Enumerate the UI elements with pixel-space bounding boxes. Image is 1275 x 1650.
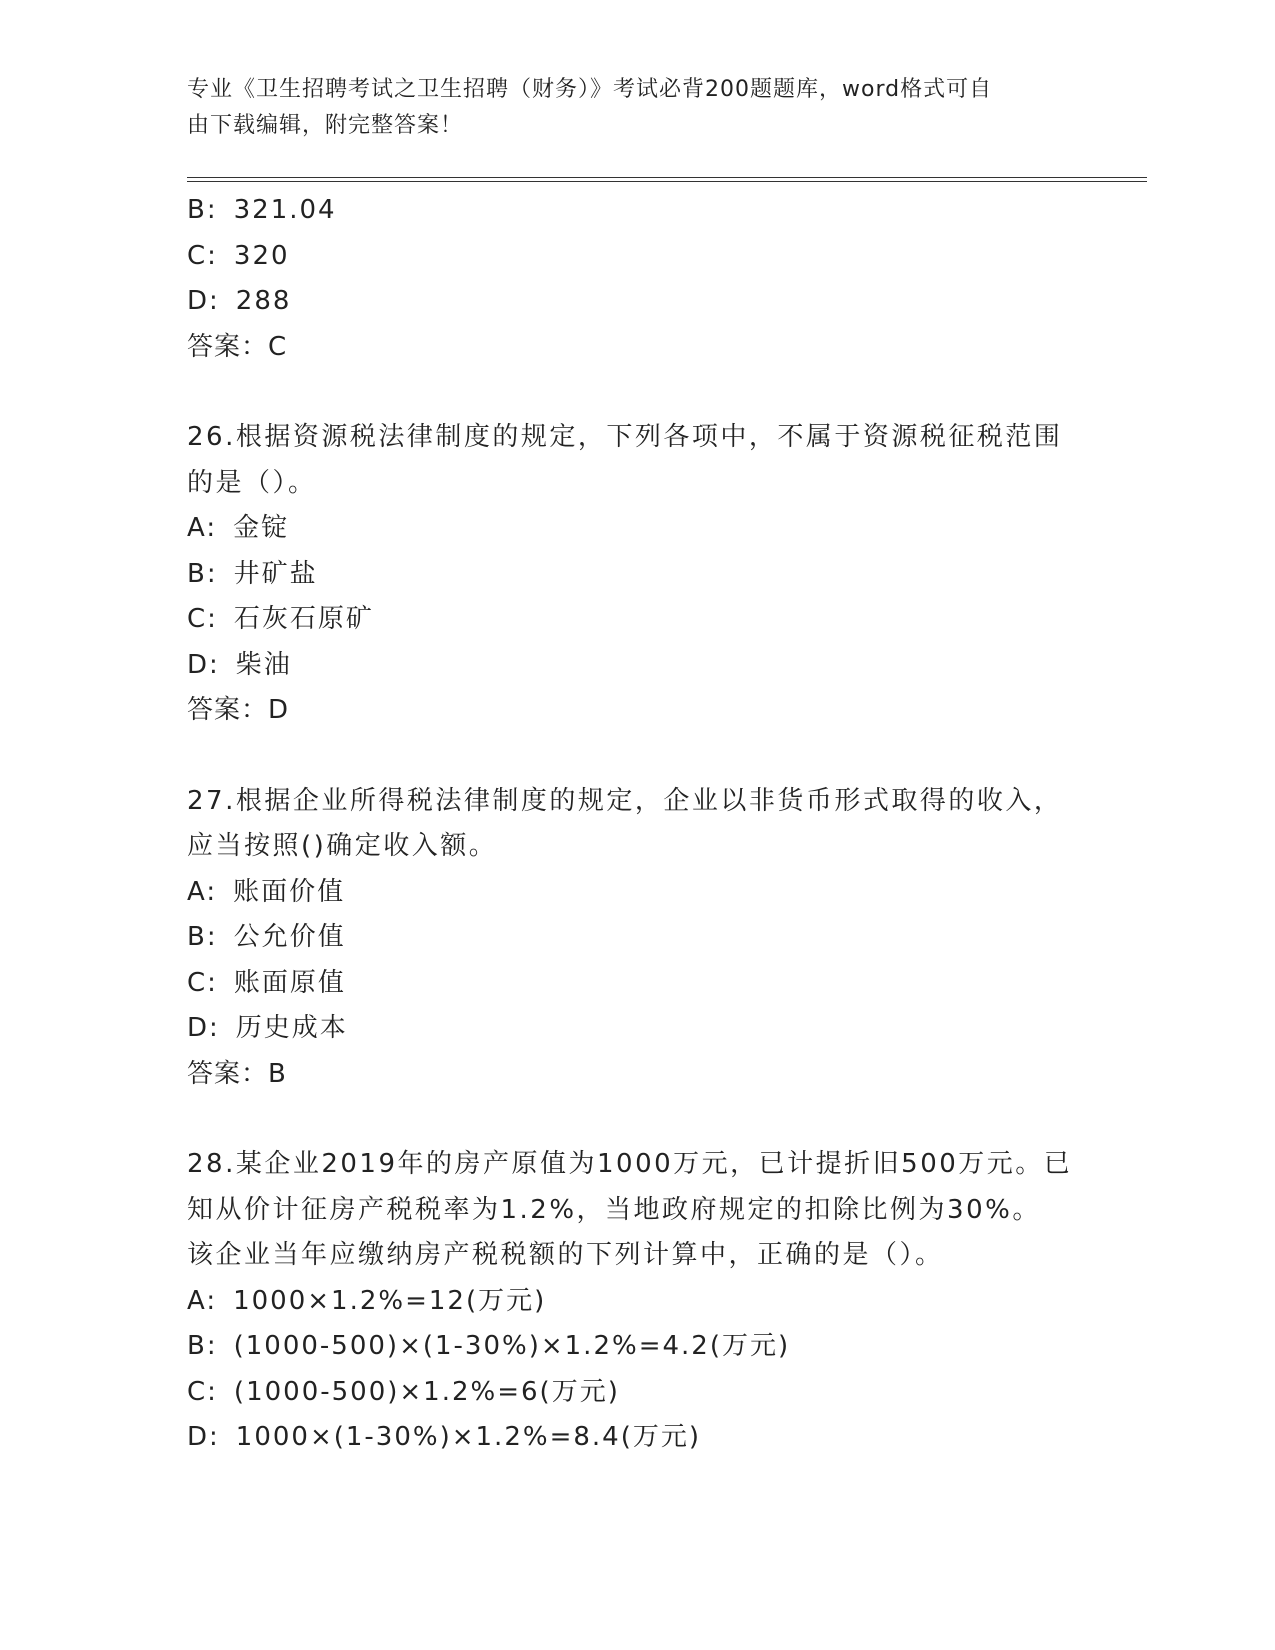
option-b: B: 公允价值 — [187, 922, 346, 952]
question-stem-line-1: 26.根据资源税法律制度的规定，下列各项中，不属于资源税征税范围 — [187, 422, 1063, 452]
question-stem-line-1: 27.根据企业所得税法律制度的规定，企业以非货币形式取得的收入， — [187, 785, 1063, 816]
question-26 — [187, 415, 1087, 734]
question-28 — [187, 1142, 1087, 1461]
document-header — [187, 72, 1067, 144]
header-line-2: 由下载编辑，附完整答案！ — [187, 113, 464, 138]
option-a: A: 账面价值 — [187, 876, 346, 907]
question-stem-line-2: 知从价计征房产税税率为1.2%，当地政府规定的扣除比例为30%。 — [187, 1194, 1041, 1225]
option-b: B: (1000-500)×(1-30%)×1.2%=4.2(万元) — [187, 1331, 791, 1361]
document-body — [187, 188, 1087, 1461]
question-27 — [187, 779, 1087, 1098]
option-a: A: 1000×1.2%=12(万元) — [187, 1285, 547, 1316]
option-c: C: (1000-500)×1.2%=6(万元) — [187, 1376, 620, 1407]
option-b: B: 321.04 — [187, 195, 337, 225]
question-stem-line-2: 应当按照()确定收入额。 — [187, 831, 498, 861]
option-c: C: 石灰石原矿 — [187, 604, 374, 634]
option-d: D: 288 — [187, 286, 292, 316]
option-a: A: 金锭 — [187, 513, 290, 543]
answer: 答案：B — [187, 1058, 287, 1089]
option-d: D: 历史成本 — [187, 1013, 348, 1043]
question-stem-line-1: 28.某企业2019年的房产原值为1000万元，已计提折旧500万元。已 — [187, 1149, 1073, 1179]
answer: 答案：C — [187, 331, 288, 362]
option-b: B: 井矿盐 — [187, 558, 318, 589]
header-divider-bottom — [187, 181, 1147, 182]
question-stem-line-2: 的是（）。 — [187, 467, 317, 498]
header-line-1: 专业《卫生招聘考试之卫生招聘（财务）》考试必背200题题库，word格式可自 — [187, 77, 993, 102]
header-divider-top — [187, 177, 1147, 178]
option-c: C: 账面原值 — [187, 967, 346, 998]
option-d: D: 柴油 — [187, 649, 292, 680]
question-25-tail — [187, 188, 1087, 370]
question-stem-line-3: 该企业当年应缴纳房产税税额的下列计算中，正确的是（）。 — [187, 1240, 944, 1270]
answer: 答案：D — [187, 695, 290, 725]
option-c: C: 320 — [187, 240, 290, 271]
option-d: D: 1000×(1-30%)×1.2%=8.4(万元) — [187, 1422, 701, 1452]
